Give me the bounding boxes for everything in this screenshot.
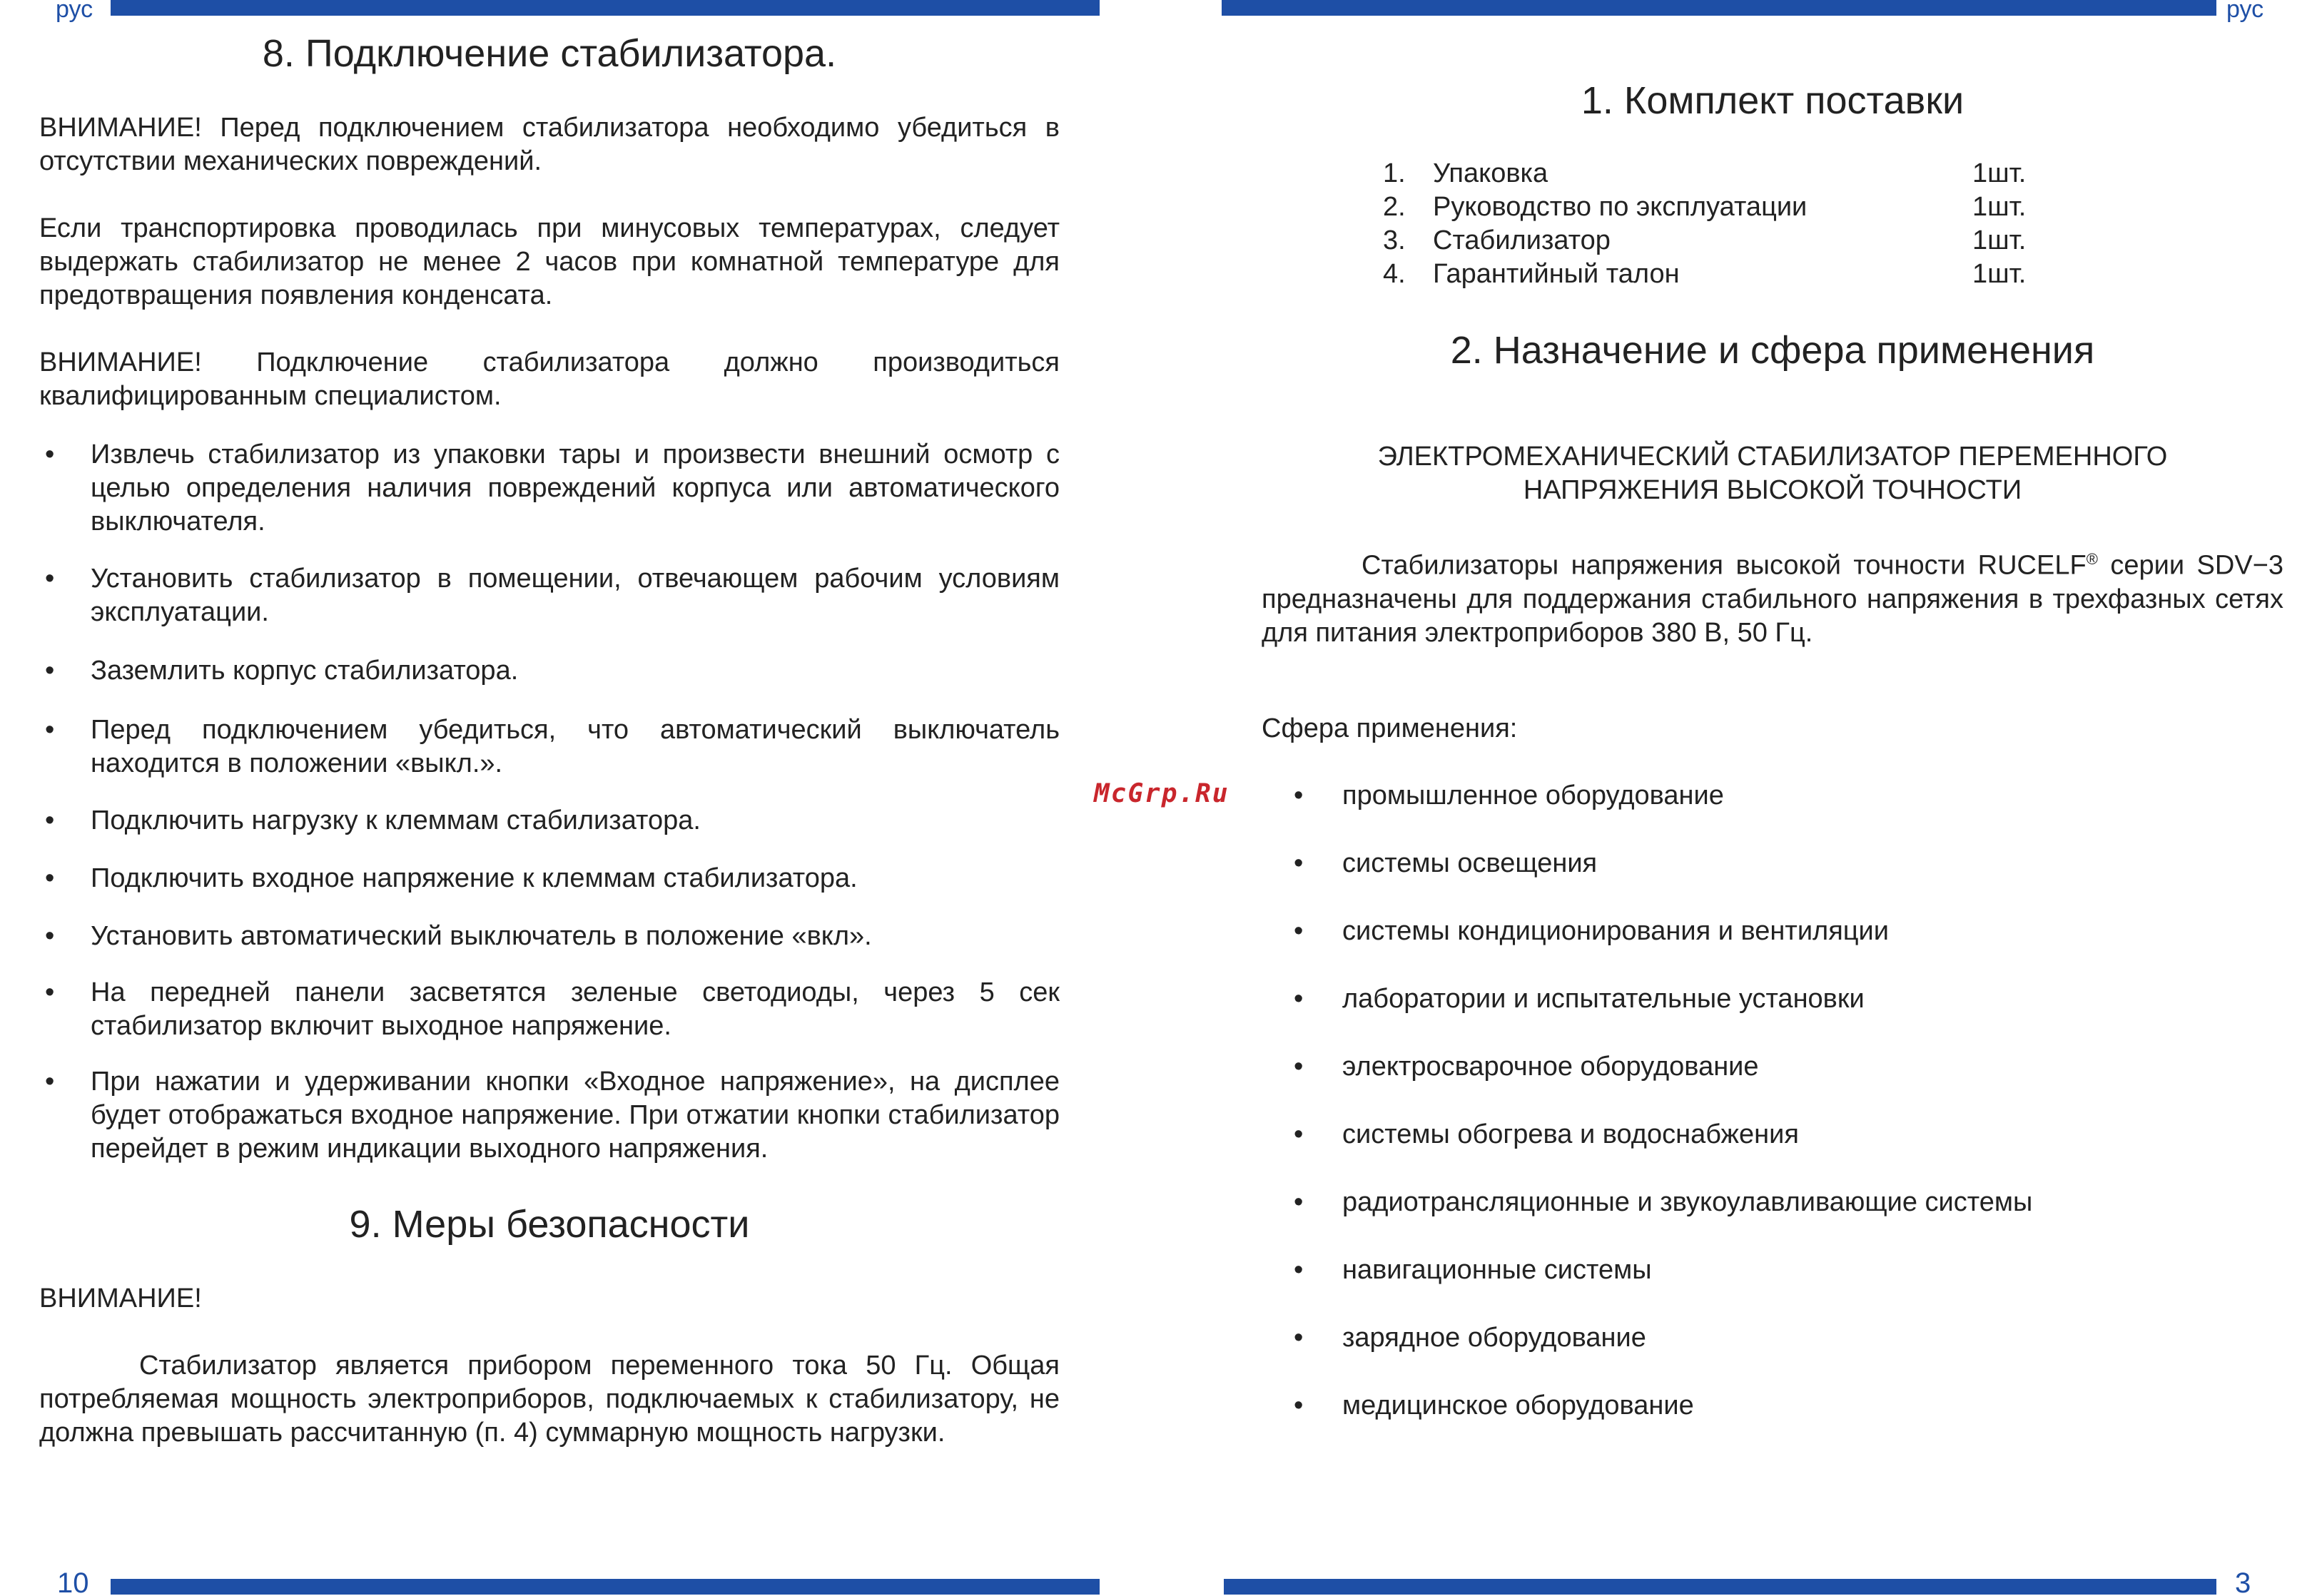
list-item: • системы обогрева и водоснабжения [1294,1118,2221,1152]
list-item: • лаборатории и испытательные установки [1294,982,2221,1016]
bullet-dot: • [1294,1119,1304,1149]
list-item: • системы кондиционирования и вентиляции [1294,915,2221,948]
bullet-dot: • [1294,1391,1304,1420]
section-9-title: 9. Меры безопасности [349,1203,750,1246]
warning-paragraph-1: ВНИМАНИЕ! Перед подключением стабилизатора необходимо убедиться в отсутствии механических повреждений. [39,113,1060,176]
bullet-dot: • [45,863,55,893]
bullet-dot: • [45,564,55,594]
kit-quantity: 1шт. [1972,192,2027,222]
page-number-right: 3 [2235,1567,2251,1596]
list-item: • На передней панели засветятся зеленые светодиоды, через 5 сек стабилизатор включит выходное напряжение. [45,977,1060,1041]
list-item: • Извлечь стабилизатор из упаковки тары и произвести внешний осмотр с целью определения наличия повреждений корпуса или автоматического выключателя. [45,439,1060,537]
bullet-dot: • [1294,781,1304,810]
page-number-left: 10 [57,1567,89,1596]
bullet-dot: • [45,715,55,745]
bullet-dot: • [1294,916,1304,946]
list-item: • навигационные системы [1294,1254,2221,1287]
product-description: Стабилизаторы напряжения высокой точности RUCELF® серии SDV−3 предназначены для поддержания стабильного напряжения в трехфазных сетях для питания электроприборов 380 В, 50 Гц. [1262,550,2283,648]
warning-paragraph-3: ВНИМАНИЕ! [39,1284,202,1313]
kit-row [1383,157,2097,190]
bullet-dot: • [1294,1323,1304,1353]
kit-item: Руководство по эксплуатации [1433,192,1808,222]
kit-quantity: 1шт. [1972,158,2027,188]
kit-item: Упаковка [1433,158,1548,188]
scope-list [1294,779,2221,1457]
left-page [39,0,1060,1596]
list-item: • системы освещения [1294,847,2221,880]
kit-number: 1. [1383,158,1406,188]
kit-number: 2. [1383,192,1406,222]
section-8-title: 8. Подключение стабилизатора. [262,32,837,75]
right-page [1262,0,2283,1596]
kit-quantity: 1шт. [1972,225,2027,255]
transport-paragraph: Если транспортировка проводилась при минусовых температурах, следует выдержать стабилизатор не менее 2 часов при комнатной температуре для предотвращения появления конденсата. [39,213,1060,310]
kit-number: 4. [1383,259,1406,289]
list-item: • зарядное оборудование [1294,1321,2221,1355]
section-2-title: 2. Назначение и сфера применения [1450,329,2095,372]
list-item: • Установить автоматический выключатель в положение «вкл». [39,920,1060,953]
header-lang-right: рус [2226,0,2264,23]
list-item: • радиотрансляционные и звукоулавливающие системы [1294,1186,2221,1219]
header-lang-left: рус [56,0,93,23]
kit-row [1383,258,2097,291]
section-1-title: 1. Комплект поставки [1581,79,1964,122]
list-item: • Подключить входное напряжение к клеммам стабилизатора. [39,862,1060,895]
list-item: • промышленное оборудование [1294,779,2221,813]
kit-list [1383,157,2097,291]
list-item: • электросварочное оборудование [1294,1050,2221,1084]
kit-item: Стабилизатор [1433,225,1611,255]
bullet-dot: • [1294,1187,1304,1217]
list-item: • медицинское оборудование [1294,1389,2221,1423]
scope-label: Сфера применения: [1262,713,1518,743]
kit-item: Гарантийный талон [1433,259,1680,289]
watermark: McGrp.Ru [1094,779,1230,808]
kit-row [1383,190,2097,224]
registered-mark: ® [2086,550,2098,568]
kit-quantity: 1шт. [1972,259,2027,289]
product-subtitle-line-2: НАПРЯЖЕНИЯ ВЫСОКОЙ ТОЧНОСТИ [1523,475,2022,505]
bullet-dot: • [45,921,55,951]
list-item: • При нажатии и удерживании кнопки «Входное напряжение», на дисплее будет отображаться входное напряжение. При отжатии кнопки стабилизатор перейдет в режим индикации выходного напряжения. [45,1067,1060,1164]
bullet-dot: • [45,1067,55,1097]
warning-paragraph-2: ВНИМАНИЕ! Подключение стабилизатора должно производиться квалифицированным специалистом. [39,347,1060,411]
list-item: • Заземлить корпус стабилизатора. [39,654,1060,688]
safety-paragraph: Стабилизатор является прибором переменного тока 50 Гц. Общая потребляемая мощность электроприборов, подключаемых к стабилизатору, не должна превышать рассчитанную (п. 4) суммарную мощность нагрузки. [39,1351,1060,1448]
bullet-dot: • [45,439,55,469]
bullet-dot: • [1294,1255,1304,1285]
product-subtitle-line-1: ЭЛЕКТРОМЕХАНИЧЕСКИЙ СТАБИЛИЗАТОР ПЕРЕМЕННОГО [1377,442,2168,472]
list-item: • Подключить нагрузку к клеммам стабилизатора. [39,804,1060,838]
product-subtitle [1262,440,2283,507]
bullet-dot: • [45,977,55,1007]
bullet-dot: • [45,805,55,835]
kit-number: 3. [1383,225,1406,255]
kit-row [1383,224,2097,258]
bullet-dot: • [45,656,55,686]
list-item: • Установить стабилизатор в помещении, отвечающем рабочим условиям эксплуатации. [45,564,1060,627]
bullet-dot: • [1294,1052,1304,1082]
bullet-dot: • [1294,848,1304,878]
list-item: • Перед подключением убедиться, что автоматический выключатель находится в положении «выкл.». [45,715,1060,778]
bullet-dot: • [1294,984,1304,1014]
